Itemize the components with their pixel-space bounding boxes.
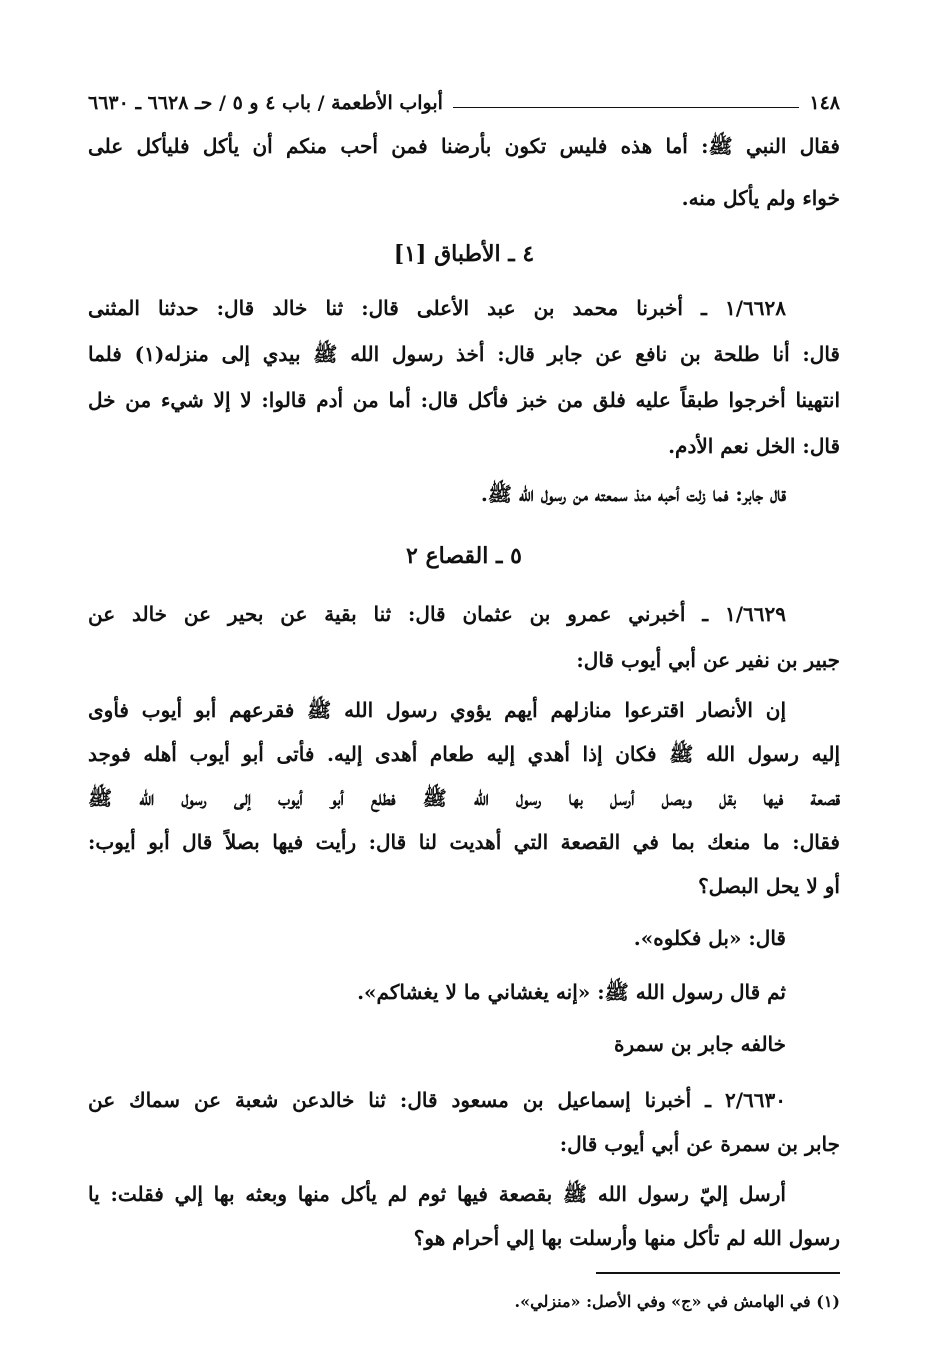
text-line: أرسل إليّ رسول الله ﷺ بقصعة فيها ثوم لم يأكل منها وبعثه بها إلي فقلت: يا [88,1182,786,1206]
text-line: فقال: ما منعك بما في القصعة التي أهديت لنا قال: رأيت فيها بصلاً قال أبو أيوب: [88,830,840,854]
text-line: انتهينا أخرجوا طبقاً عليه فلق من خبز فأكل قال: أما من أدم قالوا: لا إلا شيء من خل [88,388,840,412]
text-line: أو لا يحل البصل؟ [698,874,840,898]
header-rule [453,107,799,108]
chapter-heading-atbaq: ٤ ـ الأطباق [١] [393,241,535,267]
hadith-6628-line: ١/٦٦٢٨ ـ أخبرنا محمد بن عبد الأعلى قال: ثنا خالد قال: حدثنا المثنى [88,296,786,320]
footnote: (١) في الهامش في «ج» وفي الأصل: «منزلي». [514,1292,840,1311]
text-line: فقال النبي ﷺ: أما هذه فليس تكون بأرضنا فمن أحب منكم أن يأكل فليأكل على [88,134,840,158]
hadith-6630-line: ٢/٦٦٣٠ ـ أخبرنا إسماعيل بن مسعود قال: ثنا خالدعن شعبة عن سماك عن [88,1088,786,1112]
text-line: جابر بن سمرة عن أبي أيوب قال: [559,1132,840,1156]
text-line: إليه رسول الله ﷺ فكان إذا أهدي إليه طعام أهدى إليه. فأتى أبو أيوب أهله فوجد [88,742,840,766]
footnote-rule [596,1272,840,1274]
text-line: قصعة فيها بقل وبصل أرسل بها رسول الله ﷺ فطلع أبو أيوب إلى رسول الله ﷺ [88,786,840,810]
text-line: قال جابر: فما زلت أحبه منذ سمعته من رسول الله ﷺ. [480,482,786,506]
page-number: ١٤٨ [809,92,840,114]
section-note: خالفه جابر بن سمرة [614,1032,786,1056]
text-line: قال: «بل فكلوه». [633,926,786,950]
chapter-heading-qisa: ٥ ـ القصاع ٢ [406,543,522,569]
text-line: إن الأنصار اقترعوا منازلهم أيهم يؤوي رسول الله ﷺ فقرعهم أبو أيوب فأوى [88,698,786,722]
text-line: قال: الخل نعم الأدم. [668,434,840,458]
hadith-6629-line: ١/٦٦٢٩ ـ أخبرني عمرو بن عثمان قال: ثنا بقية عن بحير عن خالد عن [88,602,786,626]
page-header [88,84,840,114]
text-line: خواء ولم يأكل منه. [681,186,840,210]
text-line: ثم قال رسول الله ﷺ: «إنه يغشاني ما لا يغشاكم». [357,980,786,1004]
running-title: أبواب الأطعمة / باب ٤ و ٥ / حـ ٦٦٢٨ ـ ٦٦٣٠ [88,92,443,114]
text-line: قال: أنا طلحة بن نافع عن جابر قال: أخذ رسول الله ﷺ بيدي إلى منزله(١) فلما [88,342,840,366]
text-line: جبير بن نفير عن أبي أيوب قال: [576,648,840,672]
text-line: رسول الله لم تأكل منها وأرسلت بها إلي أحرام هو؟ [413,1226,840,1250]
